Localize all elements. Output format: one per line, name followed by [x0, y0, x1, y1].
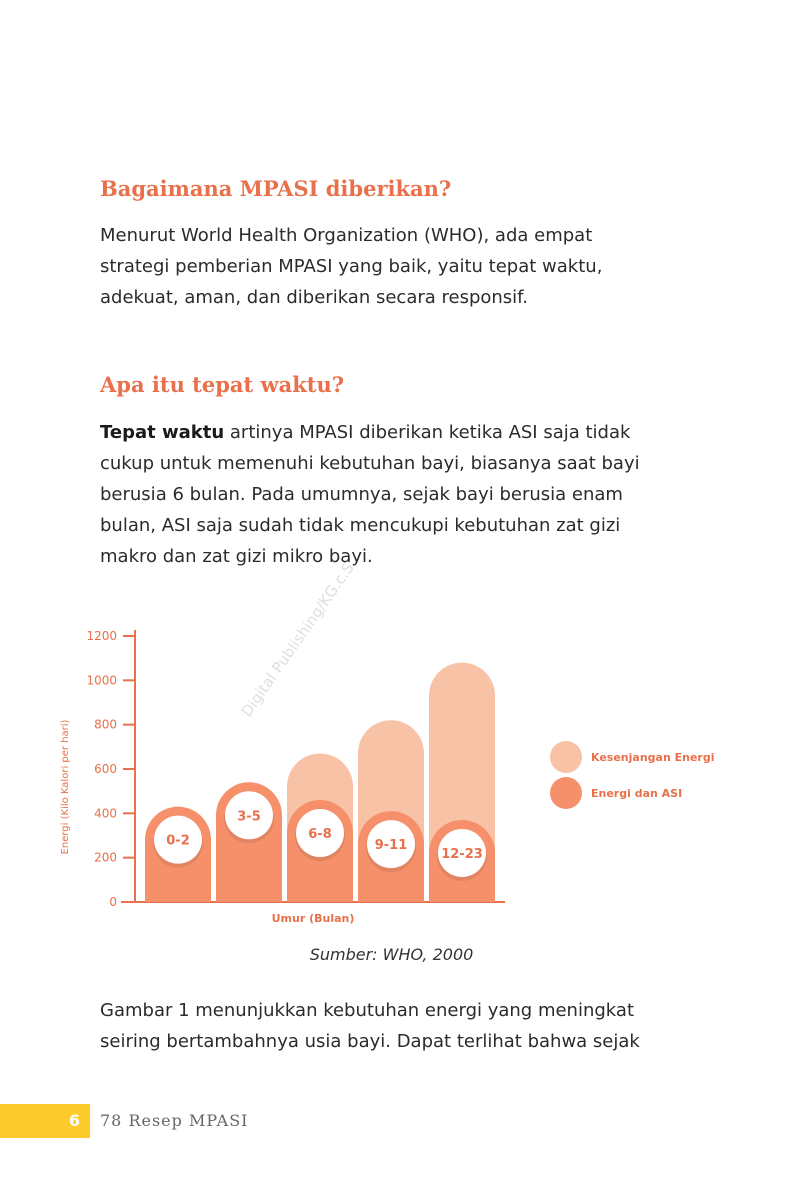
text-line: seiring bertambahnya usia bayi. Dapat terlihat bahwa sejak — [100, 1031, 640, 1052]
category-label: 0-2 — [166, 833, 190, 849]
y-tick-label: 600 — [94, 762, 117, 776]
legend-label: Energi dan ASI — [591, 787, 683, 800]
footer-page-tab — [0, 1104, 90, 1138]
y-tick-label: 0 — [109, 895, 117, 909]
text-line: adekuat, aman, dan diberikan secara responsif. — [100, 287, 528, 308]
text-fragment: artinya MPASI diberikan ketika ASI saja tidak — [224, 422, 631, 443]
footer-book-title: 78 Resep MPASI — [100, 1111, 249, 1130]
legend-swatch — [550, 777, 582, 809]
section-heading-tepat-waktu: Apa itu tepat waktu? — [100, 372, 345, 397]
legend-swatch — [550, 741, 582, 773]
bold-term: Tepat waktu — [100, 422, 225, 443]
text-line: strategi pemberian MPASI yang baik, yaitu tepat waktu, — [100, 256, 603, 277]
paragraph-tepat-waktu — [100, 417, 700, 572]
y-tick-label: 1200 — [86, 629, 117, 643]
category-label: 9-11 — [374, 838, 408, 854]
y-tick-label: 400 — [94, 806, 117, 821]
legend-label: Kesenjangan Energi — [591, 751, 715, 764]
watermark: Digital Publishing/KG.c.S. — [237, 555, 361, 721]
y-tick-label: 800 — [94, 717, 117, 732]
text-line: Gambar 1 menunjukkan kebutuhan energi yang meningkat — [100, 1000, 634, 1021]
category-label: 6-8 — [308, 827, 332, 843]
category-label: 3-5 — [237, 809, 261, 825]
chart-caption — [0, 945, 797, 964]
text-line: Menurut World Health Organization (WHO), ada empat — [100, 225, 593, 246]
text-line: makro dan zat gizi mikro bayi. — [100, 546, 373, 567]
paragraph-who-strategy — [100, 220, 700, 313]
text-line: bulan, ASI saja sudah tidak mencukupi kebutuhan zat gizi — [100, 515, 621, 536]
text-line — [100, 417, 700, 448]
category-label: 12-23 — [441, 846, 483, 862]
y-tick-label: 1000 — [86, 673, 117, 688]
text-line: cukup untuk memenuhi kebutuhan bayi, biasanya saat bayi — [100, 453, 640, 474]
page-number: 6 — [68, 1111, 80, 1130]
section-heading-mpasi: Bagaimana MPASI diberikan? — [100, 176, 452, 201]
y-tick-label: 200 — [94, 850, 117, 865]
caption-text: Sumber: WHO, 2000 — [309, 945, 474, 964]
energy-bar-chart — [50, 620, 750, 930]
y-axis-label: Energi (Kilo Kalori per hari) — [60, 719, 71, 855]
x-axis-label: Umur (Bulan) — [271, 912, 355, 925]
paragraph-gambar-1 — [100, 995, 700, 1057]
text-line: berusia 6 bulan. Pada umumnya, sejak bayi berusia enam — [100, 484, 623, 505]
